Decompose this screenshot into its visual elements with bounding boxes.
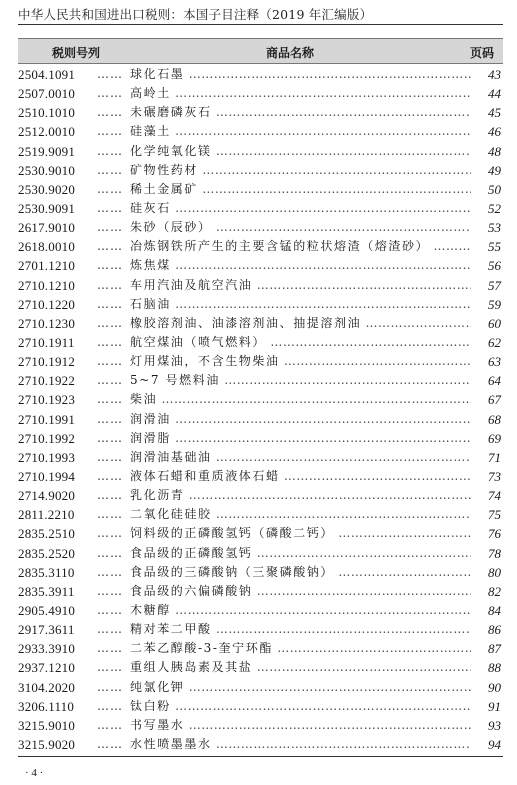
- table-header: [18, 38, 503, 64]
- running-header: 中华人民共和国进出口税则：本国子目注释（2019 年汇编版）: [18, 7, 373, 22]
- tariff-code: 2710.1991: [18, 411, 76, 427]
- page-ref: 84: [488, 602, 501, 618]
- table-row: [18, 582, 503, 601]
- table-row: [18, 544, 503, 563]
- commodity-name: 冶炼钢铁所产生的主要含锰的粒状熔渣（熔渣砂） ………………………………………………………………………………………………………………………………………………: [130, 237, 471, 256]
- table-row: [18, 429, 503, 448]
- dot-leader: ……: [97, 717, 123, 732]
- table-row: [18, 314, 503, 333]
- tariff-code: 2710.1994: [18, 468, 76, 484]
- table-row: [18, 467, 503, 486]
- dot-leader: ……: [97, 67, 123, 81]
- page-ref: 69: [488, 430, 501, 446]
- page-ref: 75: [488, 507, 501, 523]
- tariff-code: 2835.2520: [18, 545, 76, 561]
- commodity-name: 炼焦煤 ………………………………………………………………………………………………………………………………………………: [130, 256, 471, 275]
- page-ref: 86: [488, 622, 501, 638]
- dot-leader: ……: [97, 736, 123, 751]
- page-ref: 93: [488, 717, 501, 733]
- tariff-code: 2710.1922: [18, 373, 76, 389]
- dot-leader: ……: [97, 411, 123, 426]
- page-ref: 87: [488, 641, 501, 657]
- commodity-name: 车用汽油及航空汽油 ………………………………………………………………………………………………………………………………………………: [130, 276, 471, 295]
- commodity-name: 食品级的三磷酸钠（三聚磷酸钠） ………………………………………………………………………………………………………………………………………………: [130, 563, 471, 582]
- footer-rule: [18, 756, 503, 757]
- dot-leader: ……: [97, 660, 123, 675]
- commodity-name: 稀土金属矿 ………………………………………………………………………………………………………………………………………………: [130, 180, 471, 199]
- page-ref: 57: [488, 277, 501, 293]
- dot-leader: ……: [97, 526, 123, 541]
- page-number: · 4 ·: [25, 767, 44, 779]
- commodity-name: 精对苯二甲酸 ………………………………………………………………………………………………………………………………………………: [130, 620, 471, 639]
- tariff-code: 2917.3611: [18, 622, 75, 638]
- commodity-name: 二苯乙醇酸-3-奎宁环酯 ………………………………………………………………………………………………………………………………………………: [130, 639, 471, 658]
- dot-leader: ……: [97, 622, 123, 637]
- tariff-code: 2504.1091: [18, 67, 76, 82]
- table-row: [18, 256, 503, 275]
- page-ref: 82: [488, 583, 501, 599]
- dot-leader: ……: [97, 105, 123, 120]
- page-ref: 73: [488, 468, 501, 484]
- dot-leader: ……: [97, 679, 123, 694]
- dot-leader: ……: [97, 392, 123, 407]
- tariff-code: 2701.1210: [18, 258, 76, 274]
- tariff-code: 2507.0010: [18, 86, 76, 102]
- table-row: [18, 276, 503, 295]
- tariff-code: 2510.1010: [18, 105, 76, 121]
- tariff-code: 3215.9020: [18, 736, 76, 752]
- table-row: [18, 410, 503, 429]
- dot-leader: ……: [97, 239, 123, 254]
- table-row: [18, 716, 503, 735]
- dot-leader: ……: [97, 162, 123, 177]
- header-rule: [18, 24, 503, 25]
- dot-leader: ……: [97, 334, 123, 349]
- commodity-name: 航空煤油（喷气燃料） ………………………………………………………………………………………………………………………………………………: [130, 333, 471, 352]
- dot-leader: ……: [97, 583, 123, 598]
- table-row: [18, 486, 503, 505]
- tariff-code: 2617.9010: [18, 220, 76, 236]
- table-row: [18, 601, 503, 620]
- table-row: [18, 524, 503, 543]
- page-ref: 76: [488, 526, 501, 542]
- table-row: [18, 333, 503, 352]
- page-ref: 52: [488, 200, 501, 216]
- dot-leader: ……: [97, 200, 123, 215]
- table-row: [18, 142, 503, 161]
- page-ref: 50: [488, 181, 501, 197]
- column-header-code: 税则号列: [52, 46, 101, 60]
- tariff-code: 2937.1210: [18, 660, 76, 676]
- table-row: [18, 161, 503, 180]
- tariff-code: 2530.9091: [18, 200, 76, 216]
- table-row: [18, 218, 503, 237]
- page-ref: 48: [488, 143, 501, 159]
- commodity-name: 橡胶溶剂油、油漆溶剂油、抽提溶剂油 ………………………………………………………………………………………………………………………………………………: [130, 314, 471, 333]
- page-ref: 68: [488, 411, 501, 427]
- table-row: [18, 180, 503, 199]
- table-row: [18, 371, 503, 390]
- page-ref: 67: [488, 392, 501, 408]
- commodity-name: 书写墨水 ………………………………………………………………………………………………………………………………………………: [130, 716, 471, 735]
- commodity-name: 重组人胰岛素及其盐 ………………………………………………………………………………………………………………………………………………: [130, 658, 471, 677]
- page-ref: 43: [488, 67, 501, 82]
- table-row: [18, 639, 503, 658]
- tariff-code: 2710.1993: [18, 449, 76, 465]
- tariff-code: 3206.1110: [18, 698, 75, 714]
- table-row: [18, 199, 503, 218]
- commodity-name: 乳化沥青 ………………………………………………………………………………………………………………………………………………: [130, 486, 471, 505]
- dot-leader: ……: [97, 430, 123, 445]
- table-row: [18, 295, 503, 314]
- dot-leader: ……: [97, 641, 123, 656]
- page-ref: 56: [488, 258, 501, 274]
- index-table: [18, 65, 503, 754]
- tariff-code: 2710.1923: [18, 392, 76, 408]
- table-row: [18, 658, 503, 677]
- commodity-name: 朱砂（辰砂） ………………………………………………………………………………………………………………………………………………: [130, 218, 471, 237]
- commodity-name: 润滑油基础油 ………………………………………………………………………………………………………………………………………………: [130, 448, 471, 467]
- dot-leader: ……: [97, 698, 123, 713]
- dot-leader: ……: [97, 258, 123, 273]
- commodity-name: 纯氯化钾 ………………………………………………………………………………………………………………………………………………: [130, 678, 471, 697]
- page-ref: 60: [488, 315, 501, 331]
- dot-leader: ……: [97, 220, 123, 235]
- commodity-name: 润滑油 ………………………………………………………………………………………………………………………………………………: [130, 410, 471, 429]
- tariff-code: 2710.1912: [18, 354, 76, 370]
- dot-leader: ……: [97, 124, 123, 139]
- page-ref: 94: [488, 736, 501, 752]
- table-row: [18, 678, 503, 697]
- dot-leader: ……: [97, 545, 123, 560]
- tariff-code: 2835.3911: [18, 583, 75, 599]
- commodity-name: 水性喷墨墨水 ………………………………………………………………………………………………………………………………………………: [130, 735, 471, 754]
- dot-leader: ……: [97, 488, 123, 503]
- commodity-name: 硅藻土 ………………………………………………………………………………………………………………………………………………: [130, 122, 471, 141]
- page-ref: 80: [488, 564, 501, 580]
- page-ref: 91: [488, 698, 501, 714]
- table-row: [18, 237, 503, 256]
- dot-leader: ……: [97, 315, 123, 330]
- dot-leader: ……: [97, 296, 123, 311]
- tariff-code: 3215.9010: [18, 717, 76, 733]
- tariff-code: 2933.3910: [18, 641, 76, 657]
- table-row: [18, 65, 503, 84]
- page-ref: 45: [488, 105, 501, 121]
- page-ref: 78: [488, 545, 501, 561]
- tariff-code: 2710.1210: [18, 277, 76, 293]
- table-row: [18, 620, 503, 639]
- tariff-code: 3104.2020: [18, 679, 76, 695]
- commodity-name: 木糖醇 ………………………………………………………………………………………………………………………………………………: [130, 601, 471, 620]
- commodity-name: 饲料级的正磷酸氢钙（磷酸二钙） ………………………………………………………………………………………………………………………………………………: [130, 524, 471, 543]
- dot-leader: ……: [97, 373, 123, 388]
- table-row: [18, 352, 503, 371]
- table-row: [18, 697, 503, 716]
- tariff-code: 2710.1911: [18, 334, 75, 350]
- commodity-name: 钛白粉 ………………………………………………………………………………………………………………………………………………: [130, 697, 471, 716]
- commodity-name: 柴油 ………………………………………………………………………………………………………………………………………………: [130, 390, 471, 409]
- table-row: [18, 390, 503, 409]
- dot-leader: ……: [97, 564, 123, 579]
- table-row: [18, 122, 503, 141]
- tariff-code: 2519.9091: [18, 143, 76, 159]
- dot-leader: ……: [97, 277, 123, 292]
- page-ref: 44: [488, 86, 501, 102]
- table-row: [18, 505, 503, 524]
- table-row: [18, 563, 503, 582]
- dot-leader: ……: [97, 354, 123, 369]
- dot-leader: ……: [97, 468, 123, 483]
- commodity-name: 未碾磨磷灰石 ………………………………………………………………………………………………………………………………………………: [130, 103, 471, 122]
- page-ref: 46: [488, 124, 501, 140]
- column-header-page: 页码: [469, 46, 494, 60]
- commodity-name: 高岭土 ………………………………………………………………………………………………………………………………………………: [130, 84, 471, 103]
- tariff-code: 2710.1992: [18, 430, 76, 446]
- dot-leader: ……: [97, 602, 123, 617]
- page-ref: 74: [488, 488, 501, 504]
- page-ref: 49: [488, 162, 501, 178]
- dot-leader: ……: [97, 449, 123, 464]
- commodity-name: 液体石蜡和重质液体石蜡 ………………………………………………………………………………………………………………………………………………: [130, 467, 471, 486]
- tariff-code: 2710.1220: [18, 296, 76, 312]
- commodity-name: 食品级的六偏磷酸钠 ………………………………………………………………………………………………………………………………………………: [130, 582, 471, 601]
- commodity-name: 灯用煤油，不含生物柴油 ………………………………………………………………………………………………………………………………………………: [130, 352, 471, 371]
- dot-leader: ……: [97, 181, 123, 196]
- tariff-code: 2618.0010: [18, 239, 76, 255]
- page-ref: 64: [488, 373, 501, 389]
- tariff-code: 2835.3110: [18, 564, 75, 580]
- dot-leader: ……: [97, 143, 123, 158]
- page-ref: 53: [488, 220, 501, 236]
- commodity-name: 化学纯氧化镁 ………………………………………………………………………………………………………………………………………………: [130, 142, 471, 161]
- commodity-name: 硅灰石 ………………………………………………………………………………………………………………………………………………: [130, 199, 471, 218]
- table-row: [18, 448, 503, 467]
- tariff-code: 2714.9020: [18, 488, 76, 504]
- commodity-name: 矿物性药材 ………………………………………………………………………………………………………………………………………………: [130, 161, 471, 180]
- page-ref: 55: [488, 239, 501, 255]
- commodity-name: 球化石墨 ………………………………………………………………………………………………………………………………………………: [130, 65, 471, 84]
- table-row: [18, 103, 503, 122]
- dot-leader: ……: [97, 86, 123, 101]
- column-header-name: 商品名称: [266, 46, 315, 60]
- page-ref: 63: [488, 354, 501, 370]
- commodity-name: 石脑油 ………………………………………………………………………………………………………………………………………………: [130, 295, 471, 314]
- page-ref: 90: [488, 679, 501, 695]
- commodity-name: 食品级的正磷酸氢钙 ………………………………………………………………………………………………………………………………………………: [130, 544, 471, 563]
- page-ref: 62: [488, 334, 501, 350]
- table-row: [18, 84, 503, 103]
- commodity-name: 二氧化硅硅胶 ………………………………………………………………………………………………………………………………………………: [130, 505, 471, 524]
- commodity-name: 润滑脂 ………………………………………………………………………………………………………………………………………………: [130, 429, 471, 448]
- tariff-code: 2905.4910: [18, 602, 76, 618]
- tariff-code: 2512.0010: [18, 124, 76, 140]
- page-ref: 71: [488, 449, 501, 465]
- tariff-code: 2811.2210: [18, 507, 75, 523]
- tariff-code: 2530.9020: [18, 181, 76, 197]
- tariff-code: 2530.9010: [18, 162, 76, 178]
- dot-leader: ……: [97, 507, 123, 522]
- table-row: [18, 735, 503, 754]
- tariff-code: 2710.1230: [18, 315, 76, 331]
- page-ref: 59: [488, 296, 501, 312]
- commodity-name: 5~7 号燃料油 ………………………………………………………………………………………………………………………………………………: [130, 371, 471, 390]
- tariff-code: 2835.2510: [18, 526, 76, 542]
- page-ref: 88: [488, 660, 501, 676]
